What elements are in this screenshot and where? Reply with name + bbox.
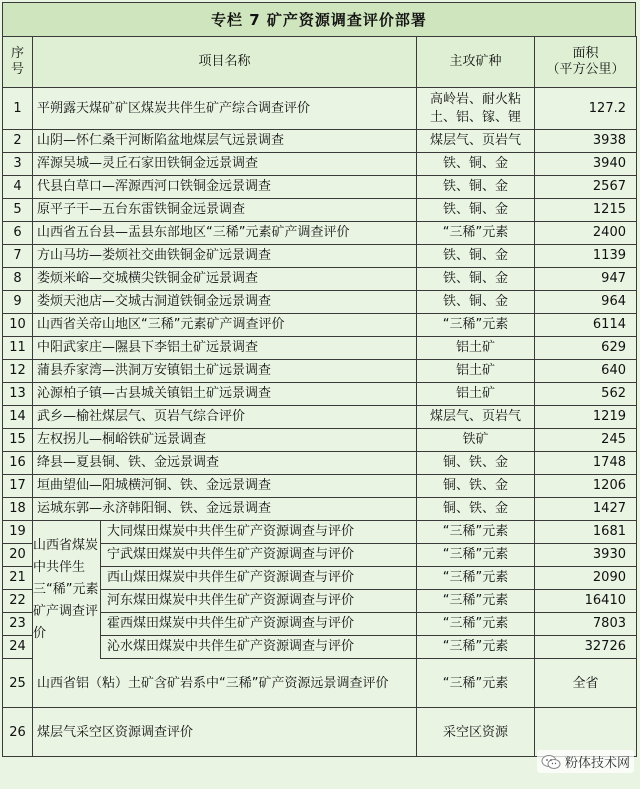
main-mineral: 铜、铁、金 [417, 498, 535, 521]
main-mineral: “三稀”元素 [417, 636, 535, 659]
main-mineral: “三稀”元素 [417, 521, 535, 544]
project-name: 沁源柏子镇—古县城关镇铝土矿远景调查 [33, 383, 417, 406]
table-row [3, 383, 637, 406]
project-name: 代县白草口—浑源西河口铁铜金远景调查 [33, 176, 417, 199]
main-mineral: 铝土矿 [417, 383, 535, 406]
area-value: 2400 [535, 222, 637, 245]
project-name: 武乡—榆社煤层气、页岩气综合评价 [33, 406, 417, 429]
row-number: 19 [3, 521, 33, 544]
table-row [3, 498, 637, 521]
area-value: 7803 [535, 613, 637, 636]
table-row [3, 406, 637, 429]
project-name: 左权拐儿—桐峪铁矿远景调查 [33, 429, 417, 452]
area-value: 1681 [535, 521, 637, 544]
project-name: 娄烦米峪—交城横尖铁铜金矿远景调查 [33, 268, 417, 291]
row-number: 4 [3, 176, 33, 199]
area-value: 1206 [535, 475, 637, 498]
project-name: 大同煤田煤炭中共伴生矿产资源调查与评价 [107, 524, 355, 539]
row-number: 2 [3, 130, 33, 153]
row-number: 12 [3, 360, 33, 383]
main-mineral: “三稀”元素 [417, 567, 535, 590]
area-value: 1139 [535, 245, 637, 268]
table-row [3, 222, 637, 245]
group-label: 山西省煤炭中共伴生三“稀”元素矿产调查评价 [33, 521, 101, 659]
main-mineral: 铜、铁、金 [417, 452, 535, 475]
main-mineral: “三稀”元素 [417, 314, 535, 337]
table-row [3, 88, 637, 130]
header-area-unit: （平方公里） [546, 62, 625, 77]
main-mineral: 铜、铁、金 [417, 475, 535, 498]
area-value: 947 [535, 268, 637, 291]
table-row [3, 475, 637, 498]
main-mineral: 煤层气、页岩气 [417, 406, 535, 429]
table-row [3, 176, 637, 199]
project-name: 山西省关帝山地区“三稀”元素矿产调查评价 [33, 314, 417, 337]
main-mineral: 采空区资源 [417, 708, 535, 757]
header-seq: 序 号 [3, 37, 33, 88]
row-number: 21 [3, 567, 33, 590]
area-value: 1219 [535, 406, 637, 429]
wechat-label: 粉体技术网 [564, 756, 630, 771]
table-row [3, 153, 637, 176]
row-number: 22 [3, 590, 33, 613]
area-value: 6114 [535, 314, 637, 337]
table-row [3, 452, 637, 475]
mineral-survey-table [2, 36, 637, 757]
table-title: 专栏 7 矿产资源调查评价部署 [2, 2, 636, 37]
project-name: 霍西煤田煤炭中共伴生矿产资源调查与评价 [107, 616, 355, 631]
project-name: 山阴—怀仁桑干河断陷盆地煤层气远景调查 [33, 130, 417, 153]
row-number: 18 [3, 498, 33, 521]
row-number: 1 [3, 88, 33, 130]
table-row [3, 429, 637, 452]
table-row [3, 659, 637, 708]
row-number: 3 [3, 153, 33, 176]
project-name: 蒲县乔家湾—洪洞万安镇铝土矿远景调查 [33, 360, 417, 383]
project-name: 原平子干—五台东雷铁铜金远景调查 [33, 199, 417, 222]
area-value: 1748 [535, 452, 637, 475]
project-name: 中阳武家庄—隰县下李铝土矿远景调查 [33, 337, 417, 360]
area-value: 16410 [535, 590, 637, 613]
row-number: 15 [3, 429, 33, 452]
area-value: 245 [535, 429, 637, 452]
table-row [3, 245, 637, 268]
row-number: 7 [3, 245, 33, 268]
project-name: 山西省铝（粘）土矿含矿岩系中“三稀”矿产资源远景调查评价 [33, 659, 417, 708]
wechat-watermark [537, 750, 634, 773]
project-name: 垣曲望仙—阳城横河铜、铁、金远景调查 [33, 475, 417, 498]
main-mineral: “三稀”元素 [417, 222, 535, 245]
project-name: 沁水煤田煤炭中共伴生矿产资源调查与评价 [107, 639, 355, 654]
header-area [535, 37, 637, 88]
main-mineral: 高岭岩、耐火粘土、铝、镓、锂 [417, 88, 535, 130]
main-mineral: “三稀”元素 [417, 613, 535, 636]
area-value: 964 [535, 291, 637, 314]
main-mineral: 铁、铜、金 [417, 199, 535, 222]
table-row [3, 291, 637, 314]
area-value: 562 [535, 383, 637, 406]
row-number: 9 [3, 291, 33, 314]
row-number: 20 [3, 544, 33, 567]
header-name: 项目名称 [33, 37, 417, 88]
main-mineral: 铁、铜、金 [417, 268, 535, 291]
project-name: 煤层气采空区资源调查评价 [33, 708, 417, 757]
row-number: 6 [3, 222, 33, 245]
table-row [3, 360, 637, 383]
main-mineral: 铁、铜、金 [417, 153, 535, 176]
area-value: 1215 [535, 199, 637, 222]
project-name: 平朔露天煤矿矿区煤炭共伴生矿产综合调查评价 [33, 88, 417, 130]
row-number: 25 [3, 659, 33, 708]
project-name: 宁武煤田煤炭中共伴生矿产资源调查与评价 [107, 547, 355, 562]
main-mineral: 铝土矿 [417, 337, 535, 360]
project-name: 山西省五台县—盂县东部地区“三稀”元素矿产调查评价 [33, 222, 417, 245]
area-value: 1427 [535, 498, 637, 521]
row-number: 16 [3, 452, 33, 475]
project-name: 娄烦天池店—交城古洞道铁铜金远景调查 [33, 291, 417, 314]
area-value: 127.2 [535, 88, 637, 130]
row-number: 11 [3, 337, 33, 360]
main-mineral: 铝土矿 [417, 360, 535, 383]
project-name: 方山马坊—娄烦社交曲铁铜金矿远景调查 [33, 245, 417, 268]
row-number: 17 [3, 475, 33, 498]
row-number: 10 [3, 314, 33, 337]
table-row [3, 199, 637, 222]
row-number: 8 [3, 268, 33, 291]
table-row [3, 521, 637, 544]
area-value: 2567 [535, 176, 637, 199]
project-name: 绛县—夏县铜、铁、金远景调查 [33, 452, 417, 475]
main-mineral: 铁矿 [417, 429, 535, 452]
area-value: 32726 [535, 636, 637, 659]
row-number: 23 [3, 613, 33, 636]
row-number: 14 [3, 406, 33, 429]
main-mineral: 煤层气、页岩气 [417, 130, 535, 153]
area-value: 640 [535, 360, 637, 383]
main-mineral: 铁、铜、金 [417, 245, 535, 268]
main-mineral: 铁、铜、金 [417, 176, 535, 199]
project-name: 浑源吴城—灵丘石家田铁铜金远景调查 [33, 153, 417, 176]
main-mineral: “三稀”元素 [417, 659, 535, 708]
header-mineral: 主攻矿种 [417, 37, 535, 88]
row-number: 24 [3, 636, 33, 659]
area-value: 629 [535, 337, 637, 360]
wechat-icon [541, 754, 561, 770]
project-name: 河东煤田煤炭中共伴生矿产资源调查与评价 [107, 593, 355, 608]
main-mineral: “三稀”元素 [417, 544, 535, 567]
main-mineral: 铁、铜、金 [417, 291, 535, 314]
area-value: 3940 [535, 153, 637, 176]
area-value: 全省 [535, 659, 637, 708]
area-value: 2090 [535, 567, 637, 590]
table-row [3, 268, 637, 291]
row-number: 13 [3, 383, 33, 406]
table-row [3, 130, 637, 153]
row-number: 26 [3, 708, 33, 757]
header-row [3, 37, 637, 88]
area-value: 3930 [535, 544, 637, 567]
table-row [3, 314, 637, 337]
header-area-label: 面积 [572, 46, 599, 61]
table-row [3, 337, 637, 360]
row-number: 5 [3, 199, 33, 222]
area-value: 3938 [535, 130, 637, 153]
project-name: 运城东郭—永济韩阳铜、铁、金远景调查 [33, 498, 417, 521]
project-name: 西山煤田煤炭中共伴生矿产资源调查与评价 [107, 570, 355, 585]
main-mineral: “三稀”元素 [417, 590, 535, 613]
